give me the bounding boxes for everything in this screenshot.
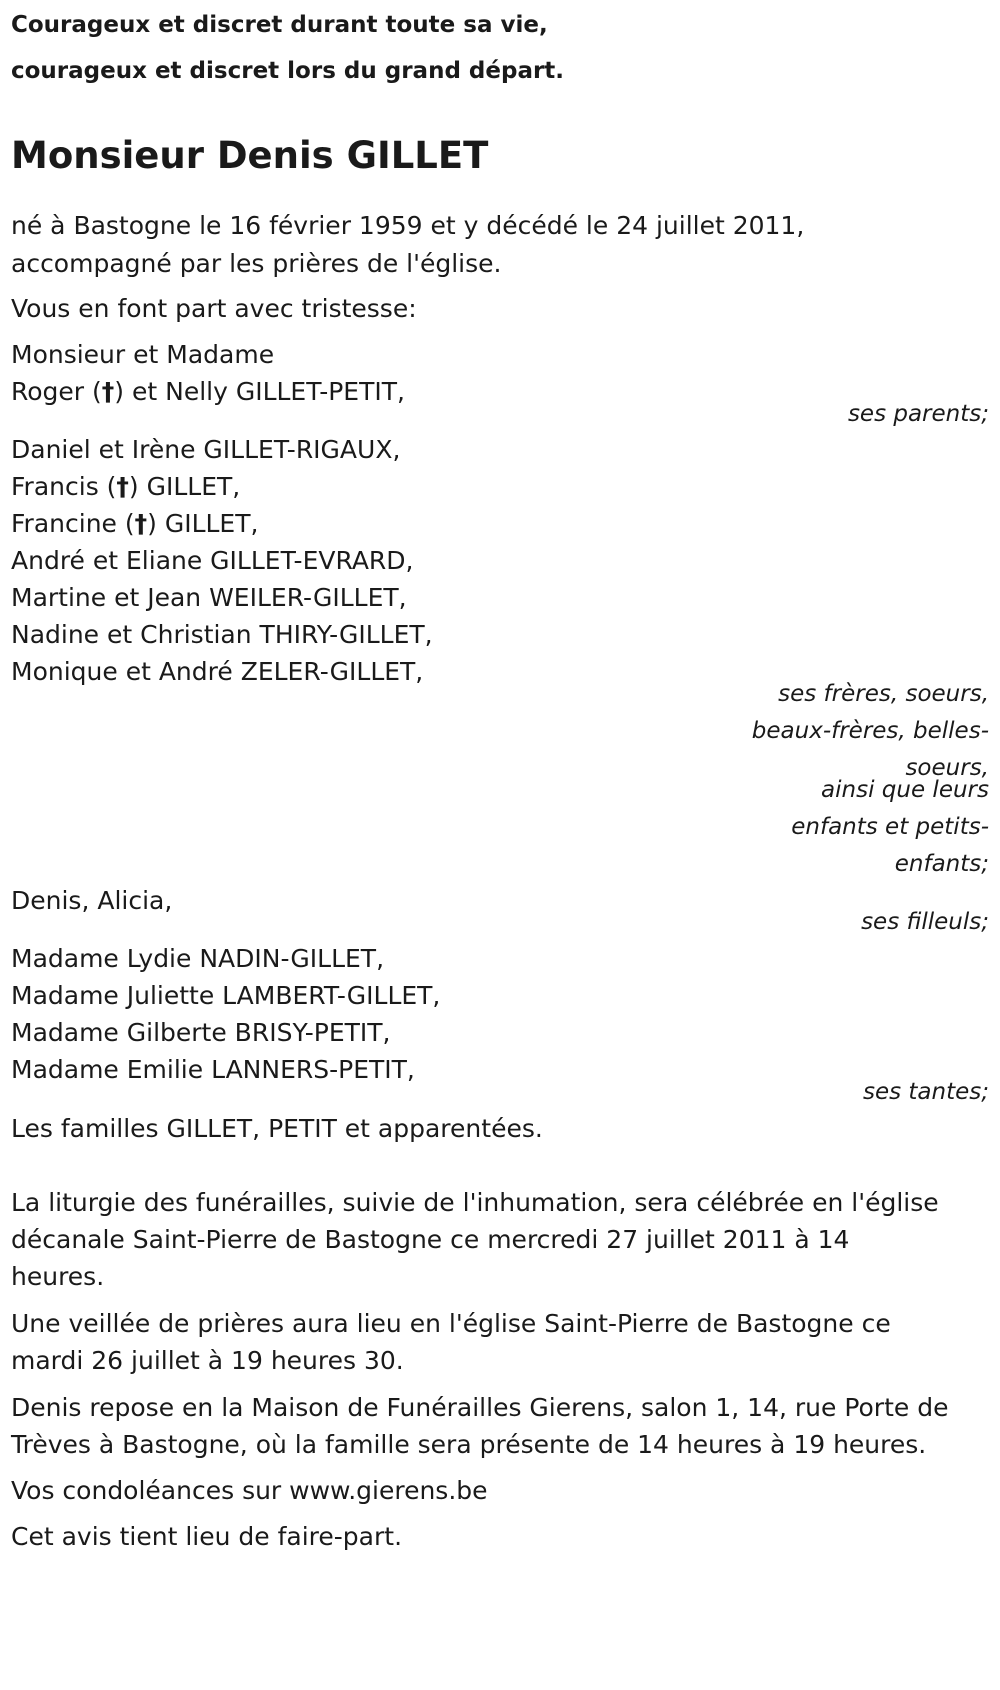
families-text: Les familles GILLET, PETIT et apparentées. <box>11 1114 543 1143</box>
siblings-line-7: Monique et André ZELER-GILLET, <box>11 657 424 686</box>
godchildren-names: Denis, Alicia, <box>11 886 173 915</box>
godchildren-role: ses filleuls; <box>861 909 989 935</box>
cross-icon: † <box>116 472 129 501</box>
epigraph-line-1: Courageux et discret durant toute sa vie, <box>11 12 548 38</box>
aunts-line-3: Madame Gilberte BRISY-PETIT, <box>11 1018 391 1047</box>
siblings-role-1: ses frères, soeurs, <box>778 681 989 707</box>
siblings-line-6: Nadine et Christian THIRY-GILLET, <box>11 620 433 649</box>
siblings-line-2: Francis (†) GILLET, <box>11 472 241 501</box>
parents-line-1: Monsieur et Madame <box>11 340 275 369</box>
aunts-line-2: Madame Juliette LAMBERT-GILLET, <box>11 981 441 1010</box>
funeral-line-3: heures. <box>11 1262 105 1291</box>
aunts-line-4: Madame Emilie LANNERS-PETIT, <box>11 1055 415 1084</box>
siblings-line-5: Martine et Jean WEILER-GILLET, <box>11 583 407 612</box>
funeral-line-2: décanale Saint-Pierre de Bastogne ce mercredi 27 juillet 2011 à 14 <box>11 1225 850 1254</box>
siblings-role-4: ainsi que leurs <box>821 777 989 803</box>
aunts-role: ses tantes; <box>862 1079 989 1105</box>
condolences-text: Vos condoléances sur www.gierens.be <box>11 1476 488 1505</box>
epigraph-line-2: courageux et discret lors du grand départ. <box>11 58 565 84</box>
siblings-role-6: enfants; <box>894 851 989 877</box>
siblings-role-3: soeurs, <box>905 755 989 781</box>
vigil-line-1: Une veillée de prières aura lieu en l'église Saint-Pierre de Bastogne ce <box>11 1309 891 1338</box>
rest-line-2: Trèves à Bastogne, où la famille sera présente de 14 heures à 19 heures. <box>11 1430 927 1459</box>
closing-text: Cet avis tient lieu de faire-part. <box>11 1522 403 1551</box>
aunts-line-1: Madame Lydie NADIN-GILLET, <box>11 944 385 973</box>
funeral-line-1: La liturgie des funérailles, suivie de l'inhumation, sera célébrée en l'église <box>11 1188 939 1217</box>
rest-line-1: Denis repose en la Maison de Funérailles Gierens, salon 1, 14, rue Porte de <box>11 1393 949 1422</box>
cross-icon: † <box>134 509 148 538</box>
vigil-line-2: mardi 26 juillet à 19 heures 30. <box>11 1346 404 1375</box>
intro-line-1: né à Bastogne le 16 février 1959 et y décédé le 24 juillet 2011, <box>11 211 805 240</box>
intro-line-2: accompagné par les prières de l'église. <box>11 249 502 278</box>
siblings-role-2: beaux-frères, belles- <box>751 718 989 744</box>
siblings-line-3: Francine (†) GILLET, <box>11 509 259 538</box>
page-title: Monsieur Denis GILLET <box>11 134 489 177</box>
siblings-role-5: enfants et petits- <box>791 814 989 840</box>
cross-icon: † <box>101 377 115 406</box>
parents-role: ses parents; <box>847 401 989 427</box>
siblings-line-4: André et Eliane GILLET-EVRARD, <box>11 546 414 575</box>
announce-text: Vous en font part avec tristesse: <box>11 294 417 323</box>
parents-line-2: Roger (†) et Nelly GILLET-PETIT, <box>11 377 405 406</box>
siblings-line-1: Daniel et Irène GILLET-RIGAUX, <box>11 435 401 464</box>
